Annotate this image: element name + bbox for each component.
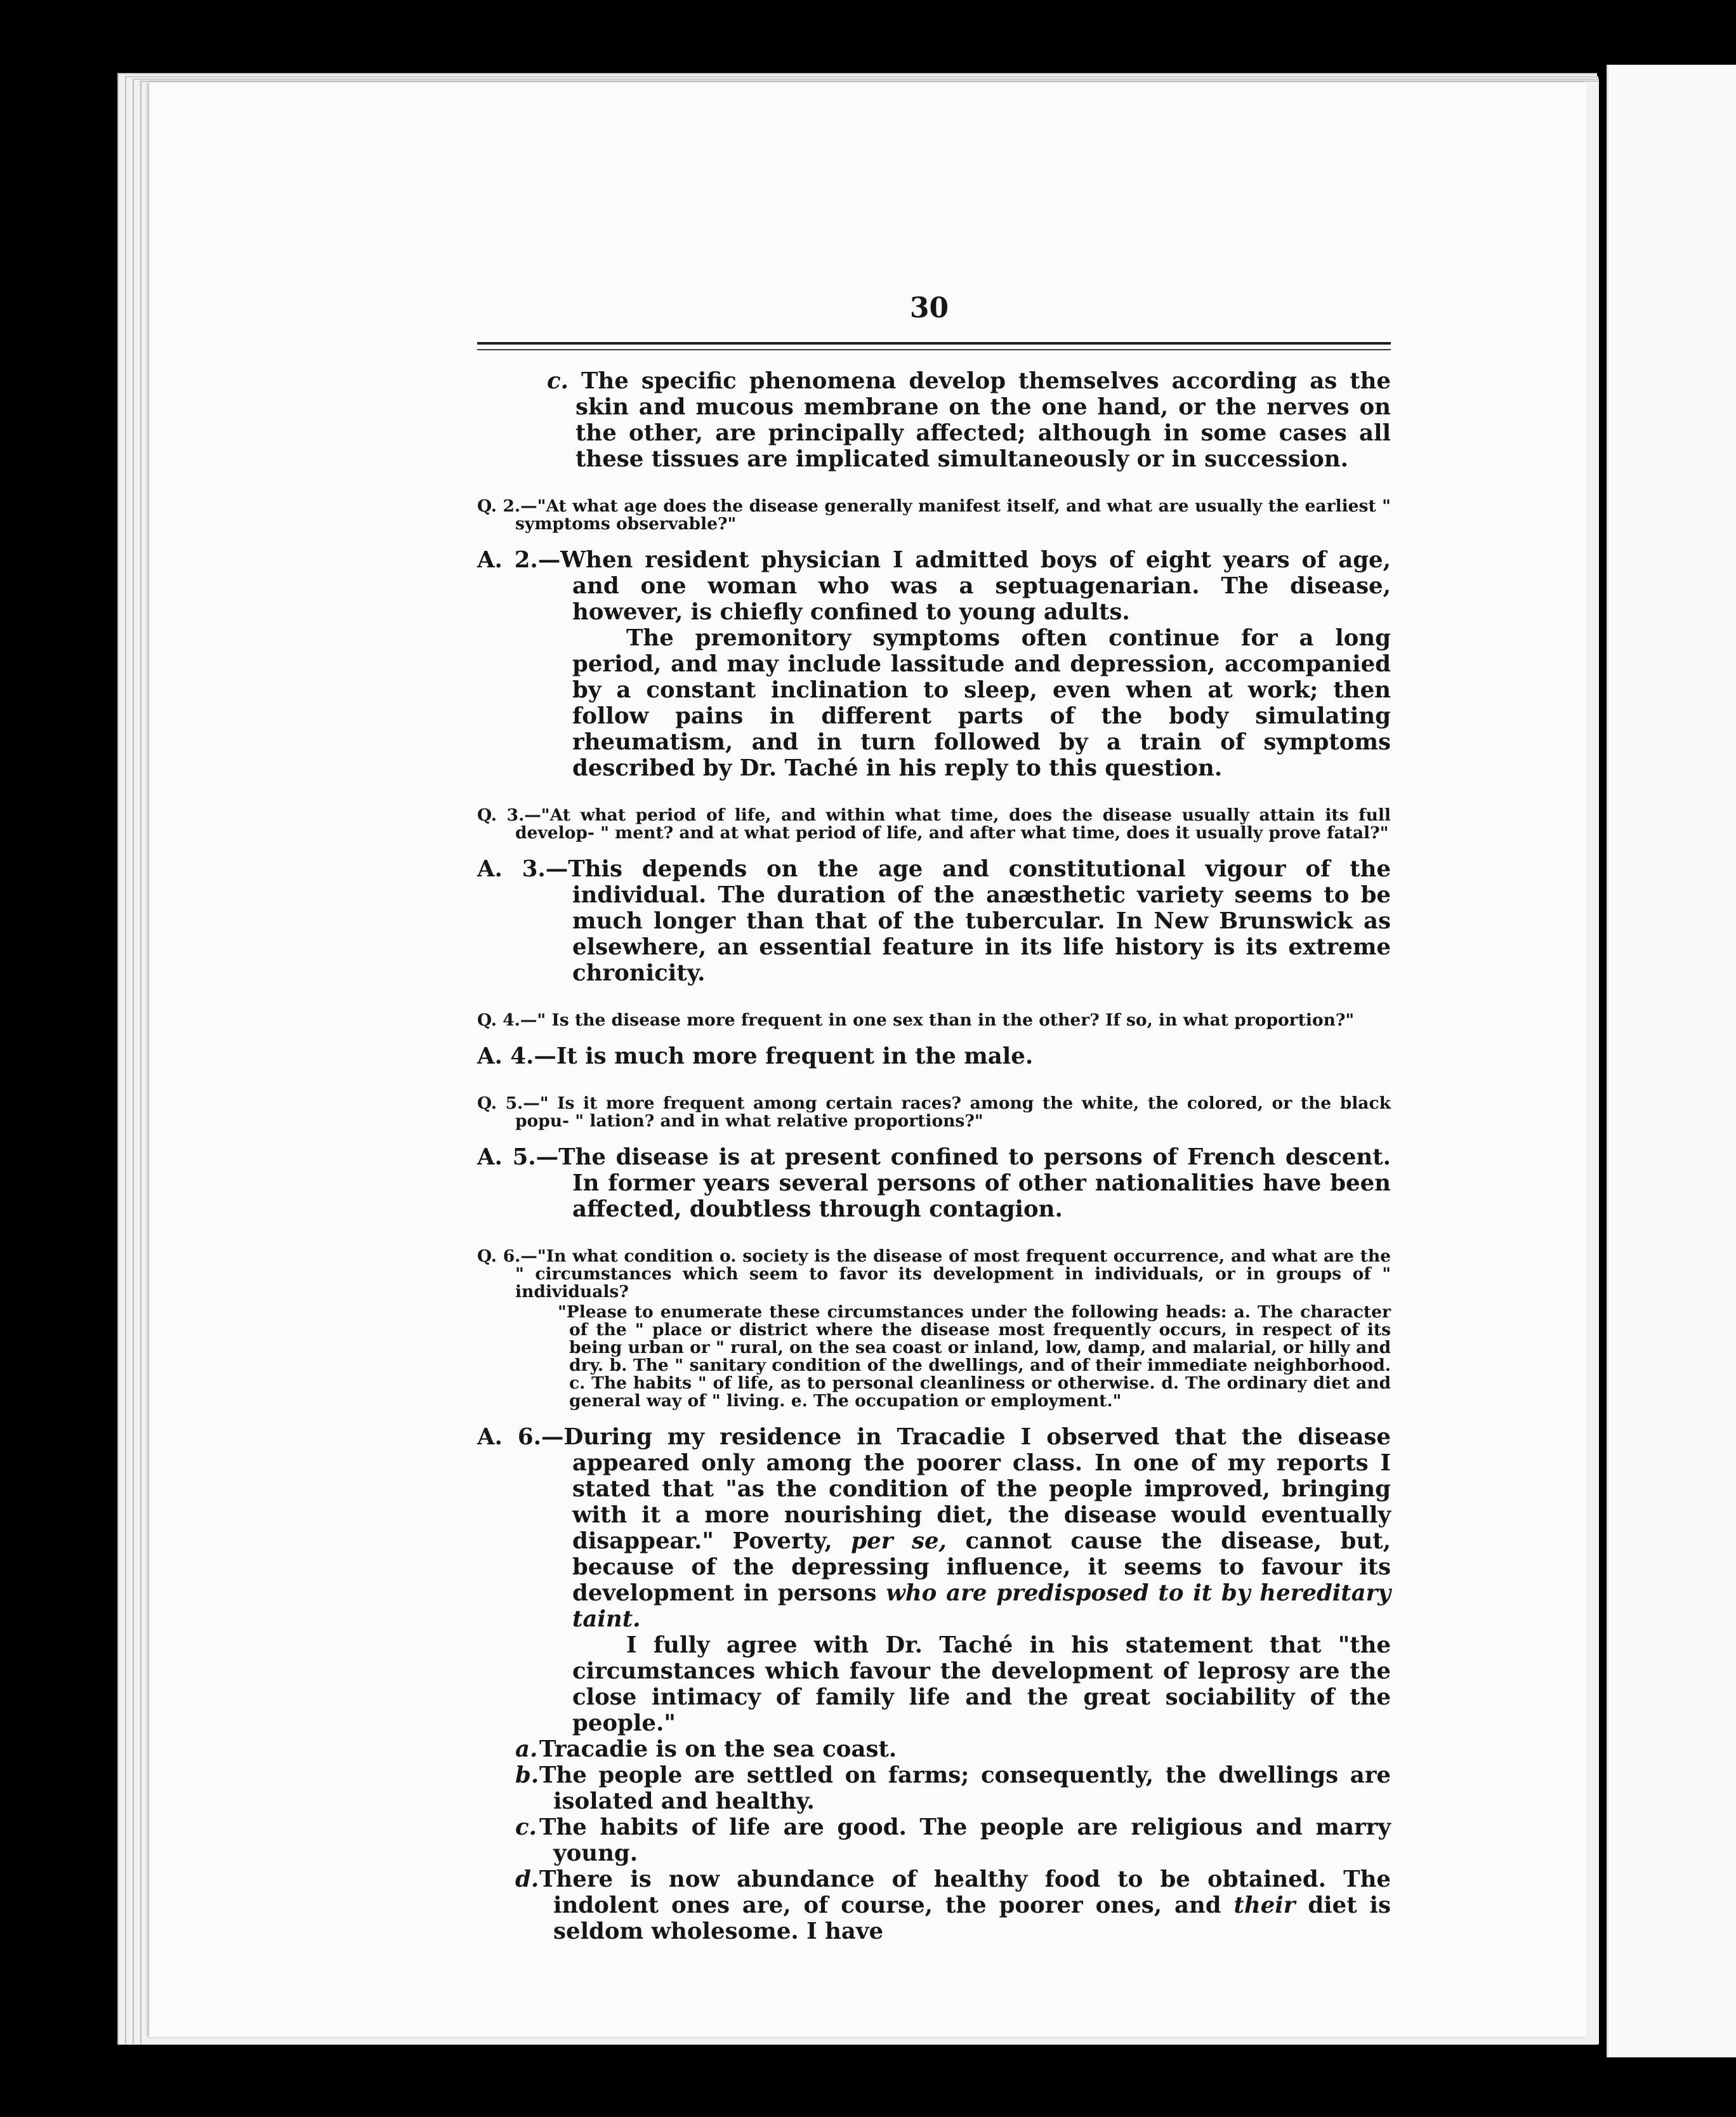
answer-6 [477,1424,1391,1944]
answer-text: When resident physician I admitted boys of eight years of age, and one woman who was a septuagenarian. The disease, however, is chiefly confined to young adults. [560,547,1391,625]
question-label: Q. 4.— [477,1010,537,1030]
item-text: diet is seldom wholesome. I have [553,1892,1391,1944]
intro-paragraph [477,368,1391,472]
page-content [477,292,1391,1970]
question-label: Q. 3.— [477,805,541,825]
italic-phrase: per se, [851,1528,947,1554]
question-2 [477,498,1391,533]
question-text: " Is the disease more frequent in one sex than in the other? If so, in what proportion?" [537,1010,1355,1030]
question-6 [477,1248,1391,1410]
intro-text: The specific phenomena develop themselves according as the skin and mucous membrane on the one hand, or the nerves on the other, are principally affected; although in some cases all these tissues are implicated simultaneously or in succession. [575,368,1391,472]
item-marker: a. [515,1736,538,1762]
answer-label: A. 2.— [477,547,561,573]
item-text: The habits of life are good. The people are religious and marry young. [539,1814,1391,1866]
question-text: "In what condition o. society is the disease of most frequent occurrence, and what are the " circumstances which seem to favor its development in individuals, or in groups of " individuals? [515,1246,1391,1302]
answer-label: A. 4.— [477,1043,556,1069]
answer-paragraph: I fully agree with Dr. Taché in his statement that "the circumstances which favour the development of leprosy are the close intimacy of family life and the great sociability of the people." [572,1632,1391,1736]
answer-label: A. 5.— [477,1144,559,1170]
question-text: " Is it more frequent among certain races? among the white, the colored, or the black popu- " lation? and in what relative proportions?" [515,1093,1391,1131]
italic-phrase: who are predisposed to it by hereditary taint. [572,1580,1391,1632]
answer-text: The disease is at present confined to persons of French descent. In former years several persons of other nationalities have been affected, doubtless through contagion. [558,1144,1391,1222]
item-text: There is now abundance of healthy food to be obtained. The indolent ones are, of course, the poorer ones, and [539,1866,1391,1918]
list-item [515,1814,1391,1866]
answer-text: cannot cause the disease, but, because of the depressing influence, it seems to favour its development in persons [572,1528,1391,1606]
question-label: Q. 5.— [477,1093,540,1113]
question-label: Q. 2.— [477,496,537,516]
header-rule [477,342,1391,350]
answer-6-items [515,1736,1391,1944]
question-6-heads: "Please to enumerate these circumstances under the following heads: a. The character of the " place or district where the disease most frequently occurs, in respect of its being urban or " rural, on the sea coast or inland, low, damp, and malarial, or hilly and dry. b. The " sanitary condition of the dwellings, and of their immediate neighborhood. c. The habits " of life, as to personal cleanliness or otherwise. d. The ordinary diet and general way of " living. e. The occupation or employment." [558,1302,1391,1411]
item-text: Tracadie is on the sea coast. [539,1736,897,1762]
answer-2 [477,547,1391,781]
question-4 [477,1012,1391,1029]
intro-marker: c. [547,368,569,394]
item-marker: d. [515,1866,539,1892]
answer-5 [477,1144,1391,1222]
answer-label: A. 3.— [477,856,569,882]
italic-phrase: their [1233,1892,1296,1918]
page-number: 30 [909,292,949,324]
list-item [515,1866,1391,1944]
list-item [515,1736,1391,1762]
answer-paragraph: The premonitory symptoms often continue for a long period, and may include lassitude and depression, accompanied by a constant inclination to sleep, even when at work; then follow pains in different parts of the body simulating rheumatism, and in turn followed by a train of symptoms described by Dr. Taché in his reply to this question. [572,625,1391,781]
question-5 [477,1095,1391,1130]
item-marker: b. [515,1762,539,1788]
adjacent-page-edge [1607,65,1736,2057]
list-item [515,1762,1391,1814]
question-text: "At what age does the disease generally manifest itself, and what are usually the earliest " symptoms observable?" [515,496,1391,534]
answer-text: It is much more frequent in the male. [556,1043,1034,1069]
question-3 [477,807,1391,842]
answer-4 [477,1043,1391,1069]
question-label: Q. 6.— [477,1246,537,1266]
item-text: The people are settled on farms; consequently, the dwellings are isolated and healthy. [539,1762,1391,1814]
question-text: "At what period of life, and within what time, does the disease usually attain its full develop- " ment? and at what period of life, and after what time, does it usually prove fatal?" [515,805,1391,843]
item-marker: c. [515,1814,537,1840]
answer-text: During my residence in Tracadie I observed that the disease appeared only among the poorer class. In one of my reports I stated that "as the condition of the people improved, bringing with it a more nourishing diet, the disease would eventually disappear." Poverty, [563,1424,1391,1554]
answer-label: A. 6.— [477,1424,564,1450]
answer-text: This depends on the age and constitutional vigour of the individual. The duration of the anæsthetic variety seems to be much longer than that of the tubercular. In New Brunswick as elsewhere, an essential feature in its life history is its extreme chronicity. [568,856,1391,986]
answer-3 [477,856,1391,986]
